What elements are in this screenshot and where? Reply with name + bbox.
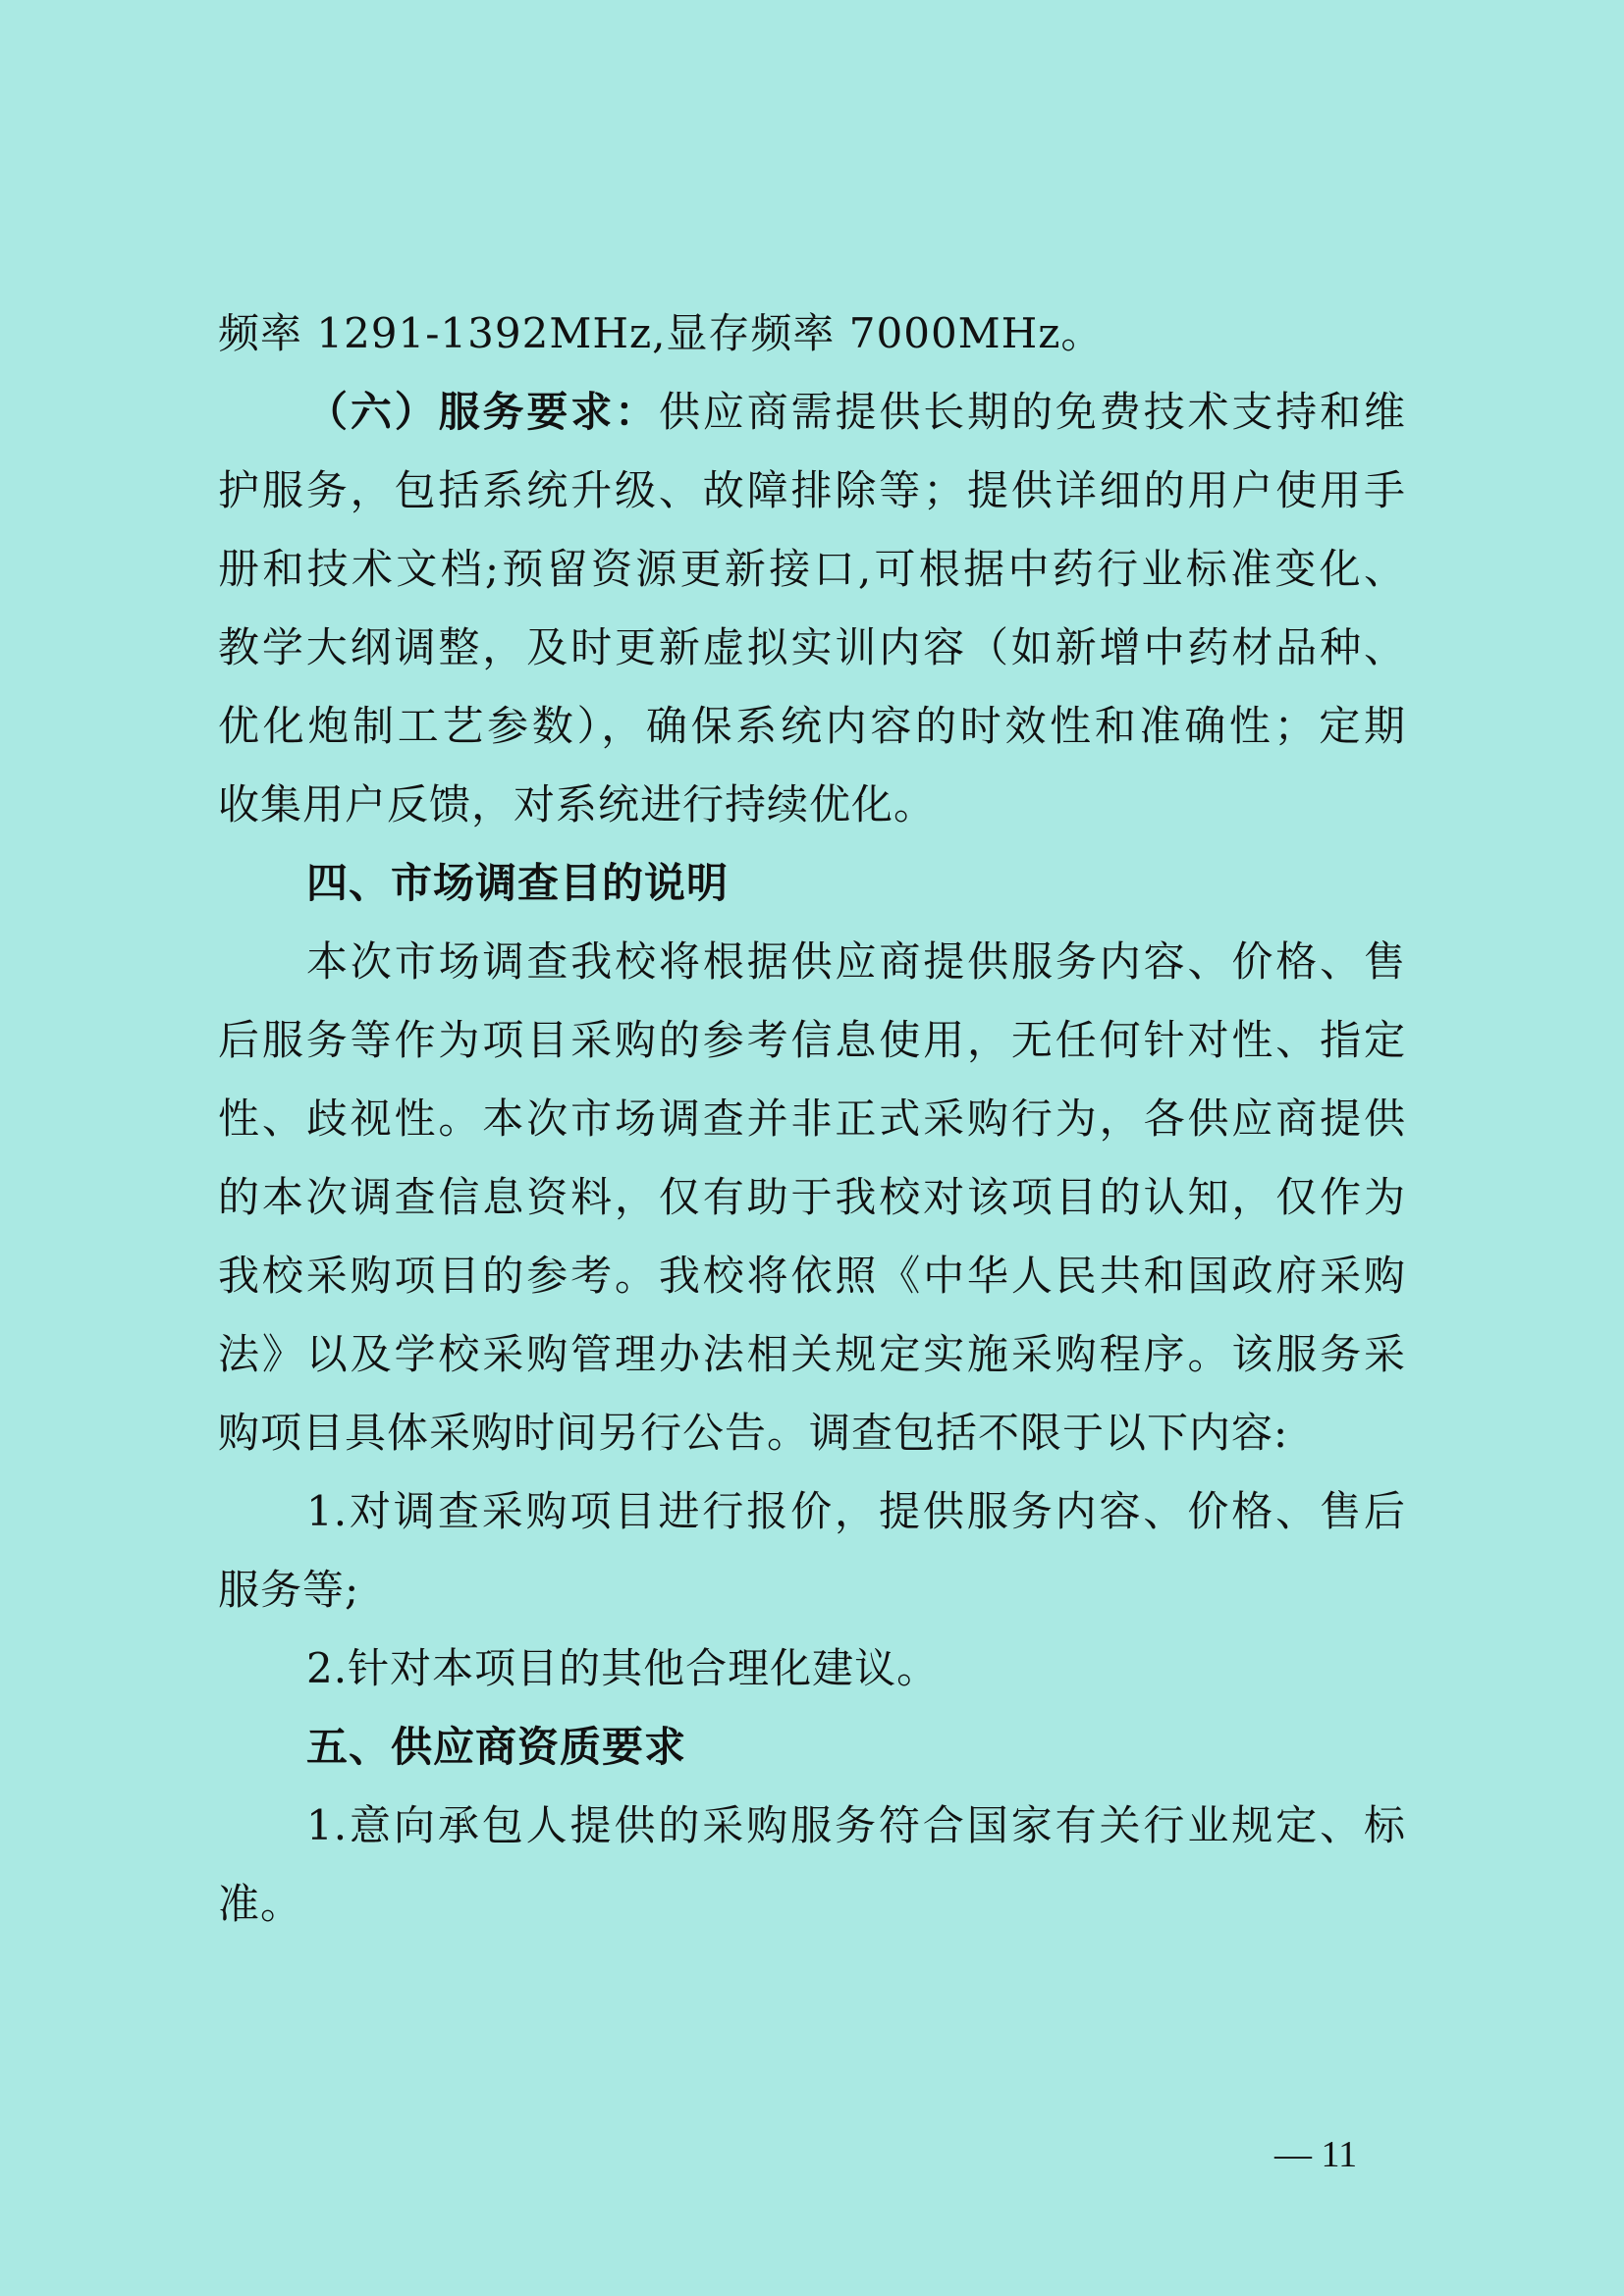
service-requirements-text: 供应商需提供长期的免费技术支持和维 bbox=[659, 388, 1406, 436]
service-requirements-line bbox=[218, 373, 1406, 452]
list-item: 1.意向承包人提供的采购服务符合国家有关行业规定、标 bbox=[306, 1801, 1406, 1849]
page-number: — 11 bbox=[1274, 2134, 1358, 2175]
paragraph-line: 法》以及学校采购管理办法相关规定实施采购程序。该服务采 bbox=[218, 1330, 1406, 1378]
paragraph-line: 收集用户反馈，对系统进行持续优化。 bbox=[218, 780, 937, 828]
paragraph-line: 本次市场调查我校将根据供应商提供服务内容、价格、售 bbox=[306, 937, 1406, 986]
section-heading-market-survey: 四、市场调查目的说明 bbox=[306, 859, 730, 907]
paragraph-line: 购项目具体采购时间另行公告。调查包括不限于以下内容: bbox=[218, 1409, 1289, 1457]
paragraph-line: 我校采购项目的参考。我校将依照《中华人民共和国政府采购 bbox=[218, 1252, 1406, 1300]
paragraph-line: 护服务，包括系统升级、故障排除等；提供详细的用户使用手 bbox=[218, 466, 1406, 514]
paragraph-line: 册和技术文档;预留资源更新接口,可根据中药行业标准变化、 bbox=[218, 545, 1406, 593]
list-item: 2.针对本项目的其他合理化建议。 bbox=[306, 1644, 940, 1692]
list-item-continuation: 准。 bbox=[218, 1880, 303, 1928]
list-item: 1.对调查采购项目进行报价，提供服务内容、价格、售后 bbox=[306, 1487, 1406, 1535]
paragraph-line: 教学大纲调整，及时更新虚拟实训内容（如新增中药材品种、 bbox=[218, 623, 1406, 671]
paragraph-line: 的本次调查信息资料，仅有助于我校对该项目的认知，仅作为 bbox=[218, 1173, 1406, 1221]
list-item-continuation: 服务等; bbox=[218, 1566, 360, 1614]
paragraph-line: 频率 1291-1392MHz,显存频率 7000MHz。 bbox=[218, 309, 1104, 357]
service-requirements-label: （六）服务要求： bbox=[306, 388, 659, 436]
paragraph-line: 后服务等作为项目采购的参考信息使用，无任何针对性、指定 bbox=[218, 1016, 1406, 1064]
document-body bbox=[218, 294, 1406, 1944]
paragraph-line: 性、歧视性。本次市场调查并非正式采购行为，各供应商提供 bbox=[218, 1095, 1406, 1143]
paragraph-line: 优化炮制工艺参数），确保系统内容的时效性和准确性；定期 bbox=[218, 702, 1406, 750]
section-heading-supplier-qualification: 五、供应商资质要求 bbox=[306, 1723, 687, 1771]
